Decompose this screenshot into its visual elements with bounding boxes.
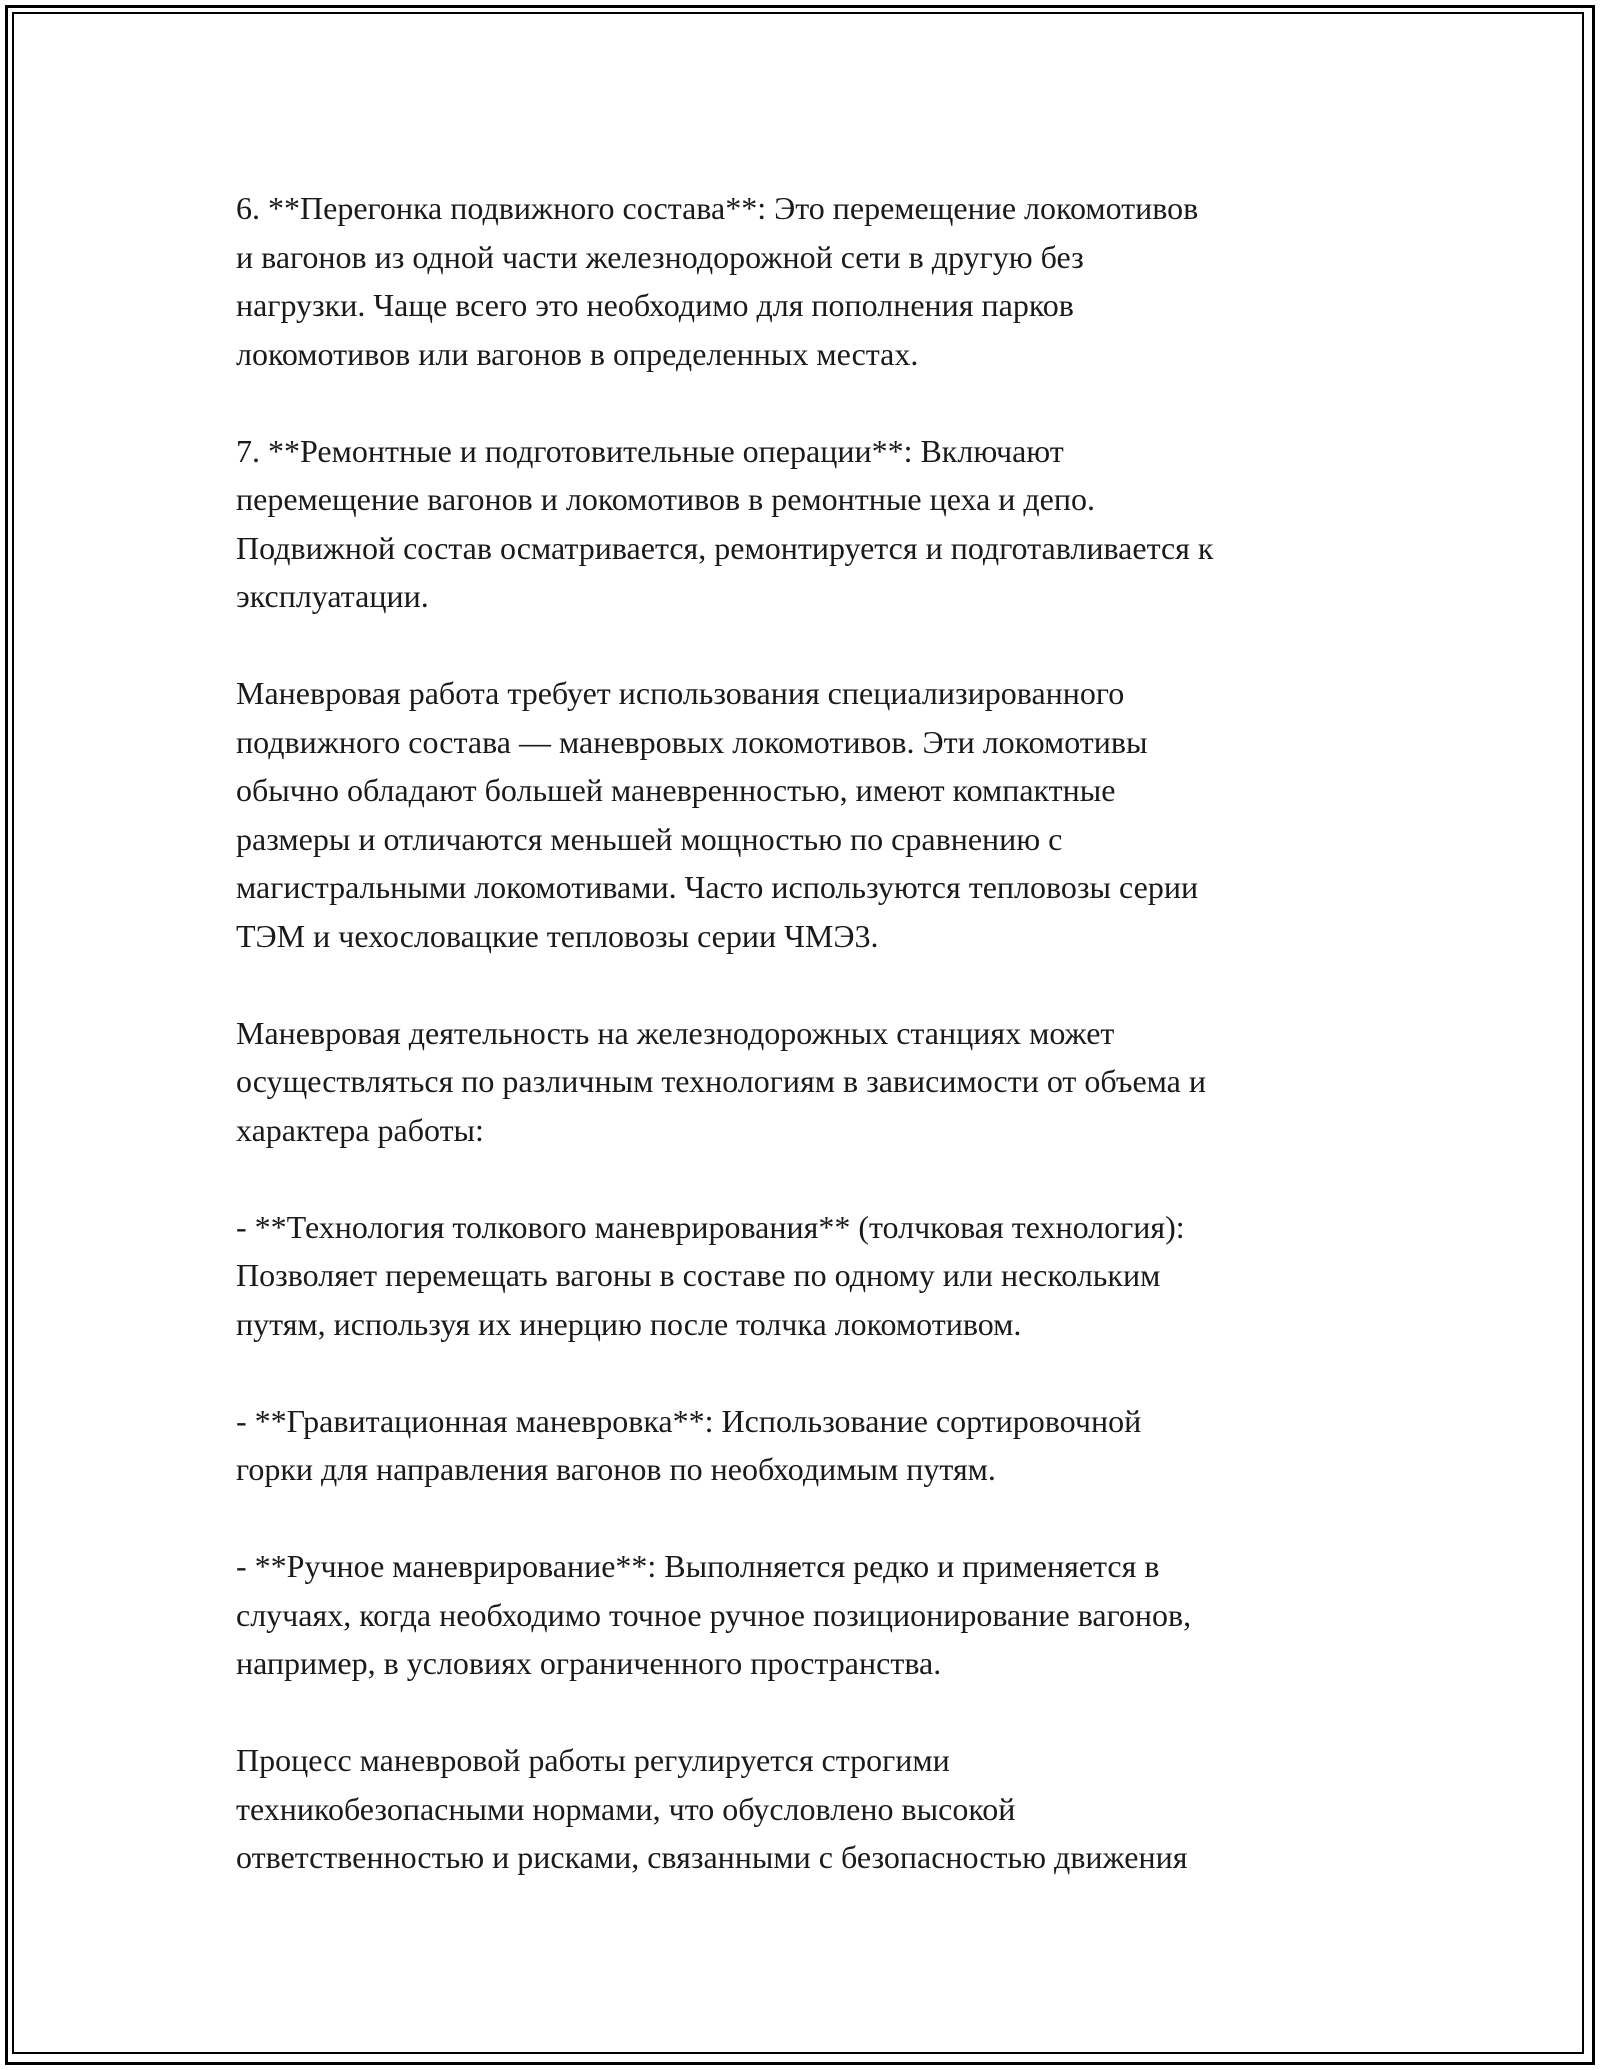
paragraph-shunting-technologies-intro: Маневровая деятельность на железнодорожных станциях может осуществляться по различным технологиям в зависимости от объема и характера работы: bbox=[236, 1014, 1206, 1148]
list-item-manual-shunting: - **Ручное маневрирование**: Выполняется редко и применяется в случаях, когда необходимо точное ручное позиционирование вагонов, например, в условиях ограниченного пространства. bbox=[236, 1548, 1192, 1681]
list-item-gravity-shunting: - **Гравитационная маневровка**: Использование сортировочной горки для направления вагонов по необходимым путям. bbox=[236, 1402, 1142, 1487]
paragraph-safety-regulation: Процесс маневровой работы регулируется строгими техникобезопасными нормами, что обусловлено высокой ответственностью и рисками, связанными с безопасностью движения bbox=[236, 1742, 1188, 1875]
document-body bbox=[236, 184, 1376, 1882]
paragraph-rolling-stock-transfer: 6. **Перегонка подвижного состава**: Это перемещение локомотивов и вагонов из одной части железнодорожной сети в другую без нагрузки. Чаще всего это необходимо для пополнения парков локомотивов или вагонов в определенных местах. bbox=[236, 190, 1199, 372]
paragraph-shunting-locomotives: Маневровая работа требует использования специализированного подвижного состава — маневровых локомотивов. Эти локомотивы обычно обладают большей маневренностью, имеют компактные размеры и отличаются меньшей мощностью по сравнению с магистральными локомотивами. Часто используются тепловозы серии ТЭМ и чехословацкие тепловозы серии ЧМЭ3. bbox=[236, 675, 1199, 954]
paragraph-repair-operations: 7. **Ремонтные и подготовительные операции**: Включают перемещение вагонов и локомотивов в ремонтные цеха и депо. Подвижной состав осматривается, ремонтируется и подготавливается к эксплуатации. bbox=[236, 432, 1214, 614]
list-item-push-shunting: - **Технология толкового маневрирования** (толчковая технология): Позволяет перемещать вагоны в составе по одному или нескольким путям, используя их инерцию после толчка локомотивом. bbox=[236, 1208, 1185, 1342]
